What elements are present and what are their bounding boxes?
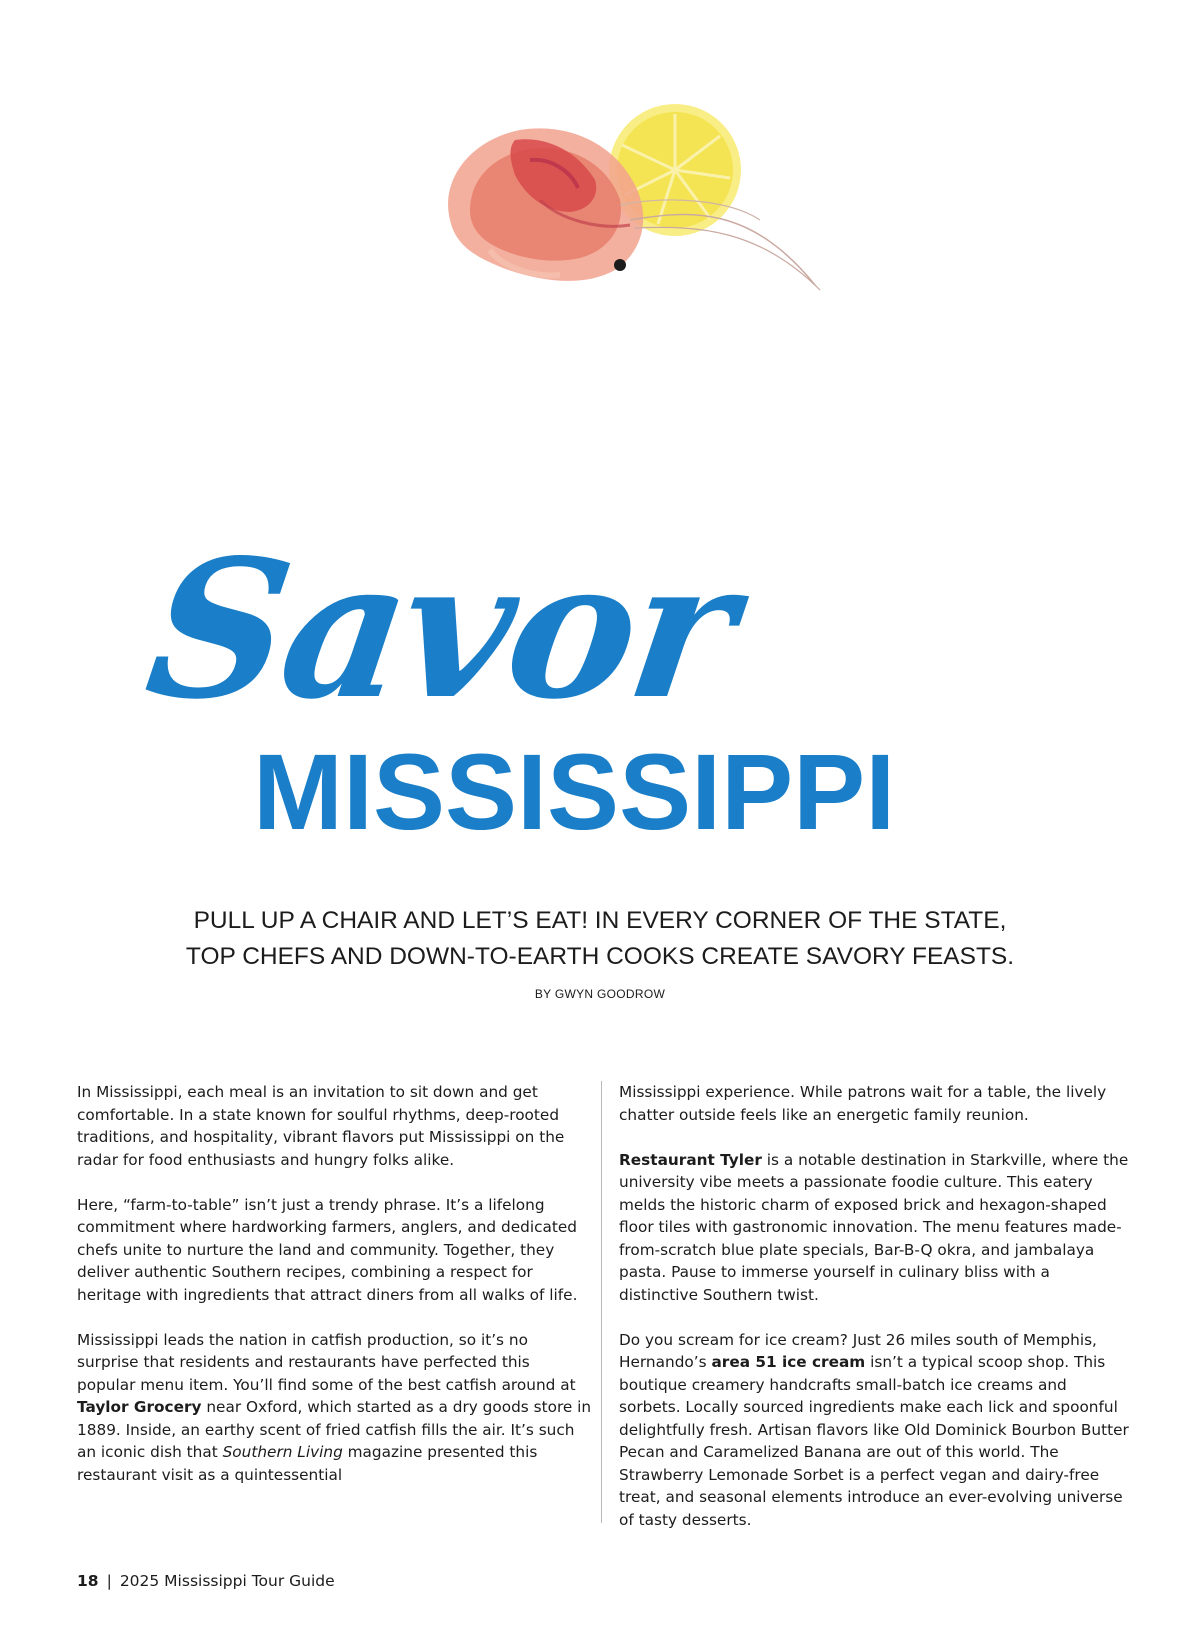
article-column-left bbox=[77, 1081, 592, 1509]
paragraph bbox=[619, 1329, 1129, 1532]
text-run: is a notable destination in Starkville, where the university vibe meets a passionate foodie culture. This eatery melds the historic charm of exposed brick and hexagon-shaped floor tiles with gastronomic innovation. The menu features made-from-scratch blue plate specials, Bar-B-Q okra, and jambalaya pasta. Pause to immerse yourself in culinary bliss with a distinctive Southern twist. bbox=[619, 1150, 1129, 1304]
paragraph bbox=[619, 1149, 1129, 1307]
article-column-right bbox=[619, 1081, 1129, 1554]
text-run: magazine presented this restaurant visit as a quintessential bbox=[77, 1443, 538, 1484]
page-number: 18 bbox=[77, 1572, 99, 1590]
subtitle bbox=[100, 903, 1100, 975]
shrimp-lemon-illustration bbox=[430, 100, 850, 310]
page-footer bbox=[77, 1572, 335, 1590]
restaurant-name-area-51: area 51 ice cream bbox=[711, 1353, 866, 1371]
column-divider bbox=[601, 1081, 602, 1523]
title-main: MISSISSIPPI bbox=[253, 731, 896, 852]
restaurant-name-restaurant-tyler: Restaurant Tyler bbox=[619, 1150, 762, 1169]
text-run: near Oxford, which started as a dry goods store in 1889. Inside, an earthy scent of fried catfish fills the air. It’s such an iconic dish that bbox=[77, 1398, 592, 1461]
byline: BY GWYN GOODROW bbox=[534, 987, 666, 1001]
paragraph: Here, “farm-to-table” isn’t just a trendy phrase. It’s a lifelong commitment where hardworking farmers, anglers, and dedicated chefs unite to nurture the land and community. Together, they deliver authentic Southern recipes, combining a respect for heritage with ingredients that attract diners from all walks of life. bbox=[77, 1195, 578, 1304]
footer-separator: | bbox=[106, 1572, 112, 1590]
paragraph: Mississippi experience. While patrons wait for a table, the lively chatter outside feels like an energetic family reunion. bbox=[619, 1083, 1107, 1124]
publication-title: 2025 Mississippi Tour Guide bbox=[119, 1572, 335, 1590]
text-run: isn’t a typical scoop shop. This boutique creamery handcrafts small-batch ice creams and sorbets. Locally sourced ingredients make each lick and spoonful delightfully fresh. Artisan flavors like Old Dominick Bourbon Butter Pecan and Caramelized Banana are out of this world. The Strawberry Lemonade Sorbet is a perfect vegan and dairy-free treat, and seasonal elements introduce an ever-evolving universe of tasty desserts. bbox=[619, 1353, 1129, 1529]
subtitle-line-2: TOP CHEFS AND DOWN-TO-EARTH COOKS CREATE SAVORY FEASTS. bbox=[185, 943, 1015, 970]
text-run: Do you scream for ice cream? Just 26 miles south of Memphis, Hernando’s bbox=[619, 1330, 1097, 1371]
restaurant-name-taylor-grocery: Taylor Grocery bbox=[77, 1398, 202, 1416]
text-run: Mississippi leads the nation in catfish production, so it’s no surprise that residents and restaurants have perfected this popular menu item. You’ll find some of the best catfish around at bbox=[77, 1330, 576, 1394]
paragraph: In Mississippi, each meal is an invitation to sit down and get comfortable. In a state known for soulful rhythms, deep-rooted traditions, and hospitality, vibrant flavors put Mississippi on the radar for food enthusiasts and hungry folks alike. bbox=[77, 1083, 565, 1169]
publication-name: Southern Living bbox=[222, 1443, 343, 1461]
subtitle-line-1: PULL UP A CHAIR AND LET’S EAT! IN EVERY CORNER OF THE STATE, bbox=[193, 907, 1007, 934]
paragraph bbox=[77, 1329, 592, 1487]
title-script: Savor bbox=[135, 518, 745, 741]
